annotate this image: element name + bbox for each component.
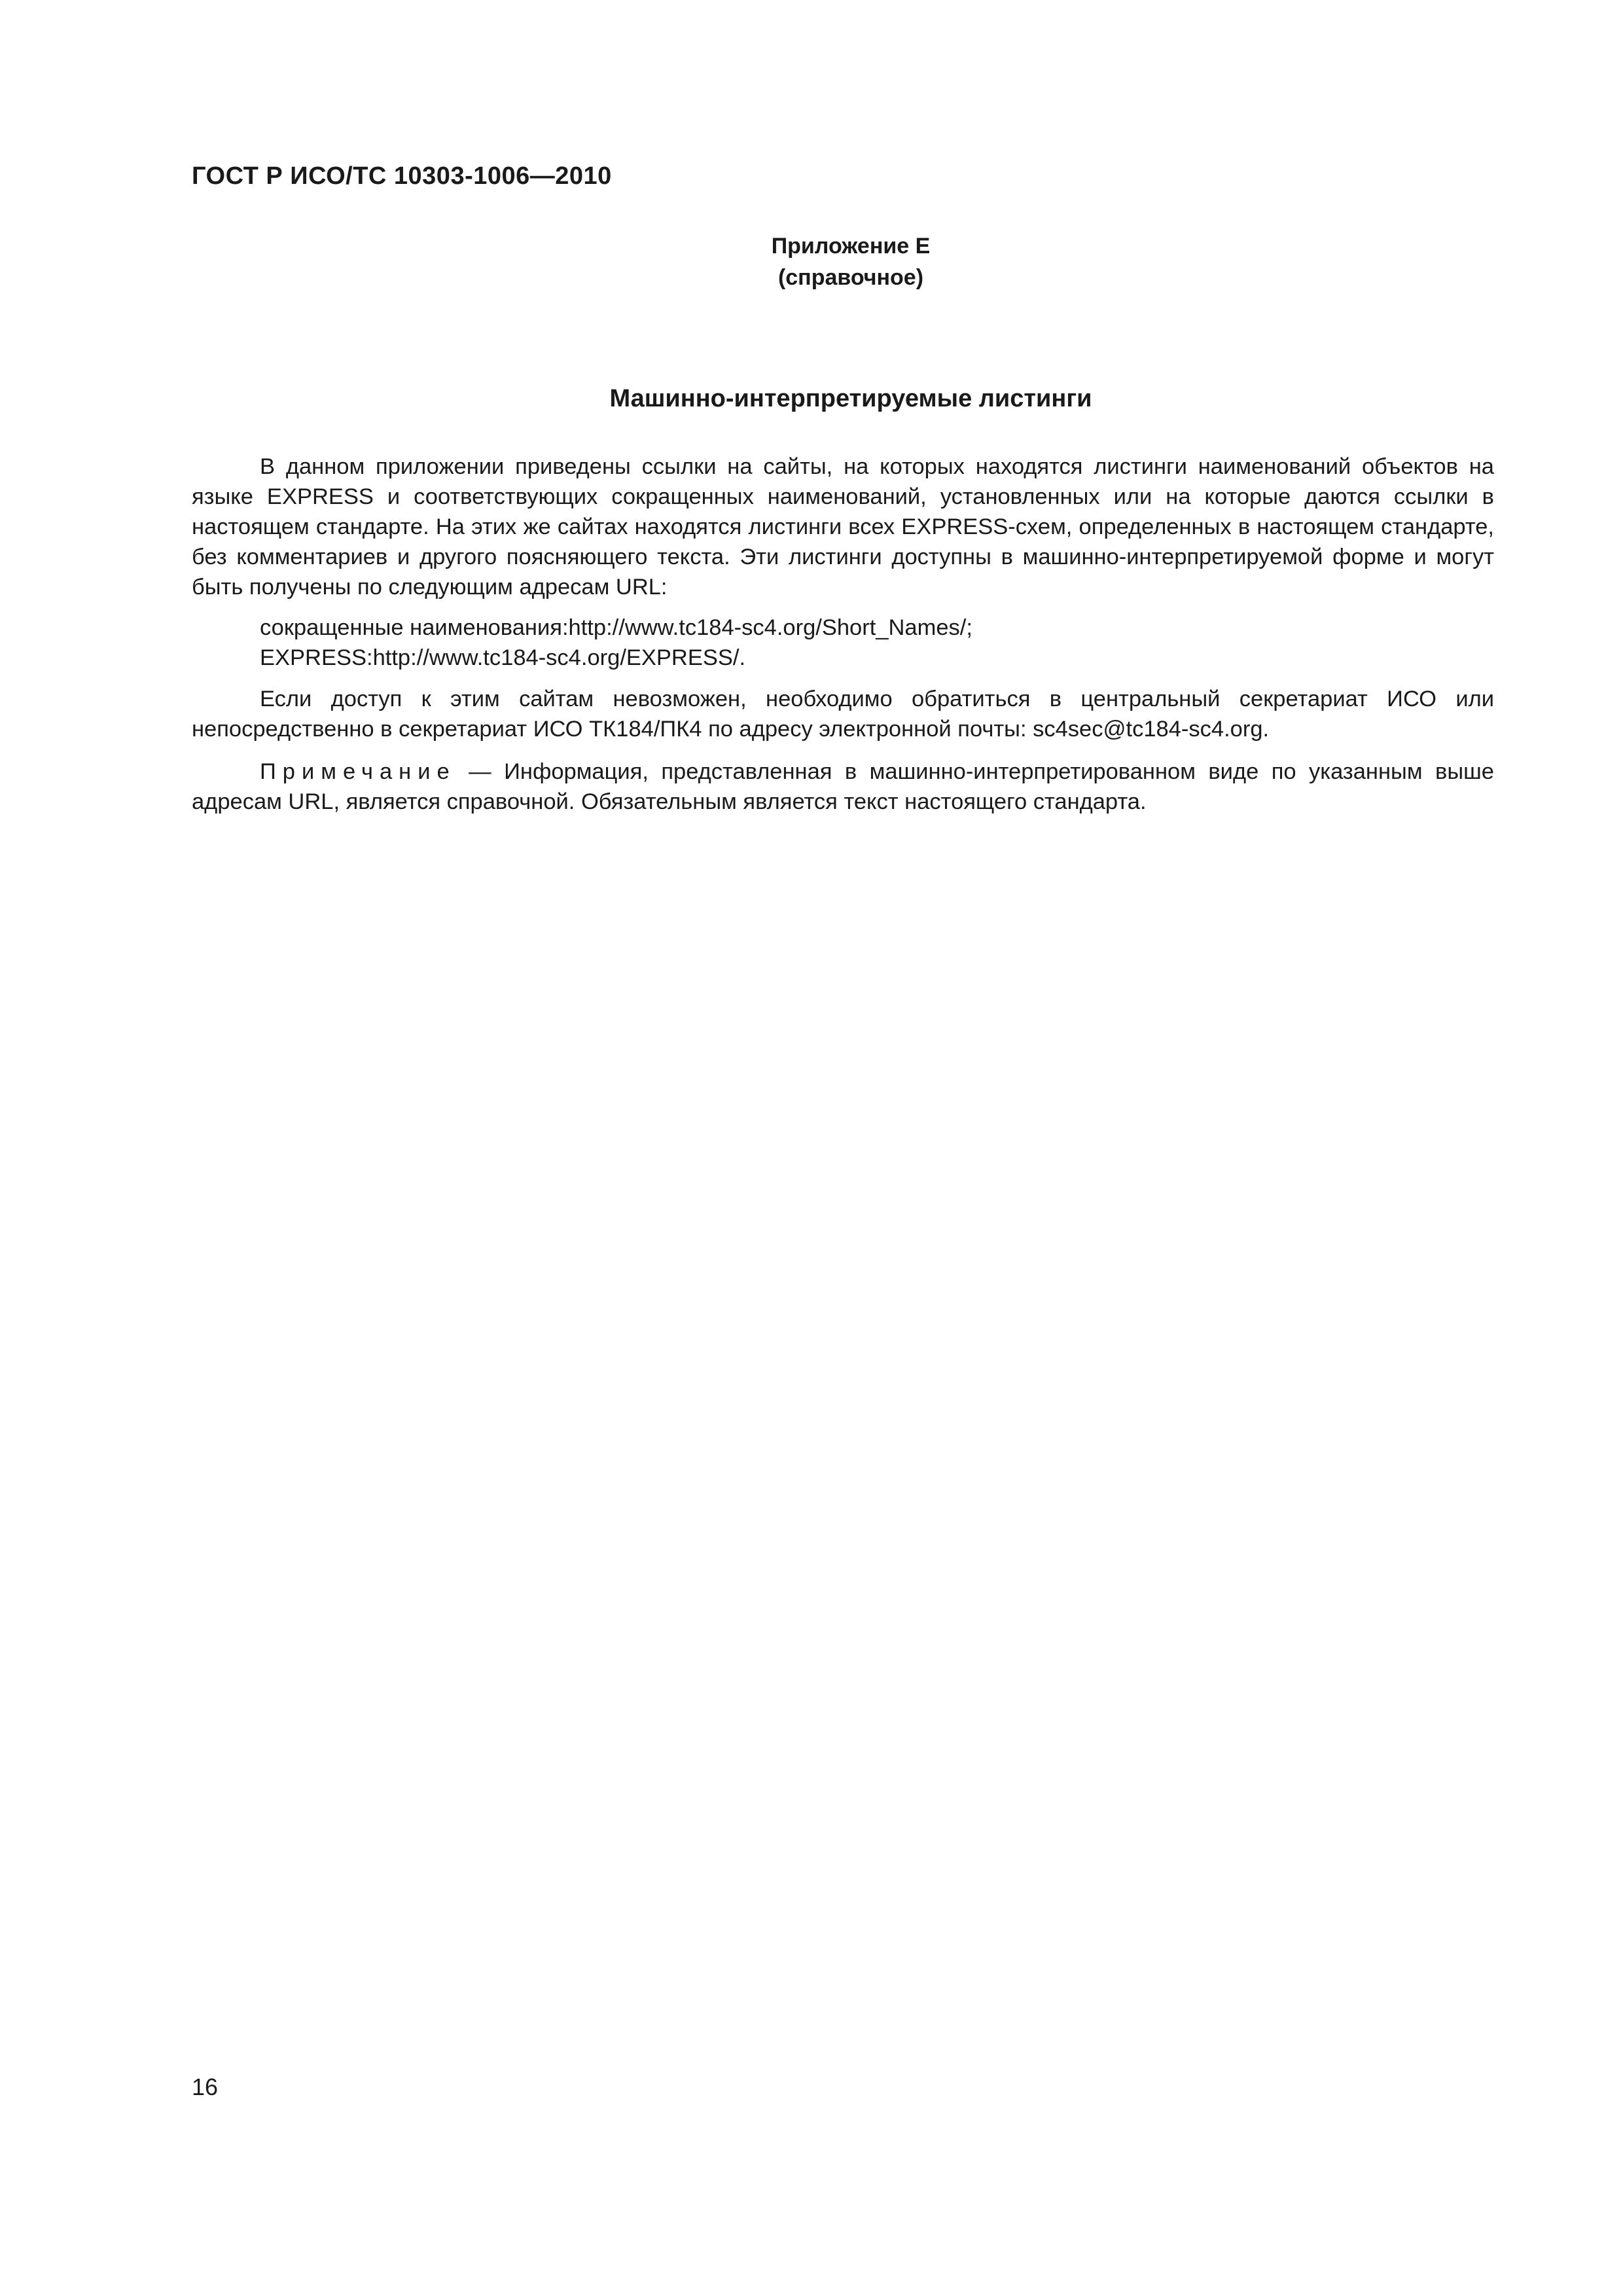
section-title: Машинно-интерпретируемые листинги bbox=[609, 385, 1092, 412]
page-number: 16 bbox=[192, 2073, 219, 2100]
appendix-type: (справочное) bbox=[777, 265, 924, 290]
paragraph-contact: Если доступ к этим сайтам невозможен, необходимо обратиться в центральный секретариат ИСО или непосредственно в секретариат ИСО ТК184/ПК4 по адресу электронной почты: sc4sec@tc184-sc4.org. bbox=[192, 687, 1494, 742]
url-list bbox=[260, 613, 972, 673]
note-paragraph bbox=[192, 757, 1494, 817]
appendix-title: Приложение Е bbox=[771, 234, 931, 259]
note-label: Примечание bbox=[260, 759, 456, 784]
note-text: — Информация, представленная в машинно-интерпретированном виде по указанным выше адресам URL, является справочной. Обязательным является текст настоящего стандарта. bbox=[192, 759, 1494, 814]
appendix-heading bbox=[674, 230, 1027, 293]
url-short-names: сокращенные наименования:http://www.tc184-sc4.org/Short_Names/; bbox=[260, 615, 972, 640]
document-code-header: ГОСТ Р ИСО/ТС 10303-1006—2010 bbox=[192, 162, 612, 190]
url-express: EXPRESS:http://www.tc184-sc4.org/EXPRESS/. bbox=[260, 645, 746, 670]
paragraph-intro: В данном приложении приведены ссылки на сайты, на которых находятся листинги наименований объектов на языке EXPRESS и соответствующих сокращенных наименований, установленных или на которые даются ссылки в настоящем стандарте. На этих же сайтах находятся листинги всех EXPRESS-схем, определенных в настоящем стандарте, без комментариев и другого поясняющего текста. Эти листинги доступны в машинно-интерпретируемой форме и могут быть получены по следующим адресам URL: bbox=[192, 454, 1494, 600]
